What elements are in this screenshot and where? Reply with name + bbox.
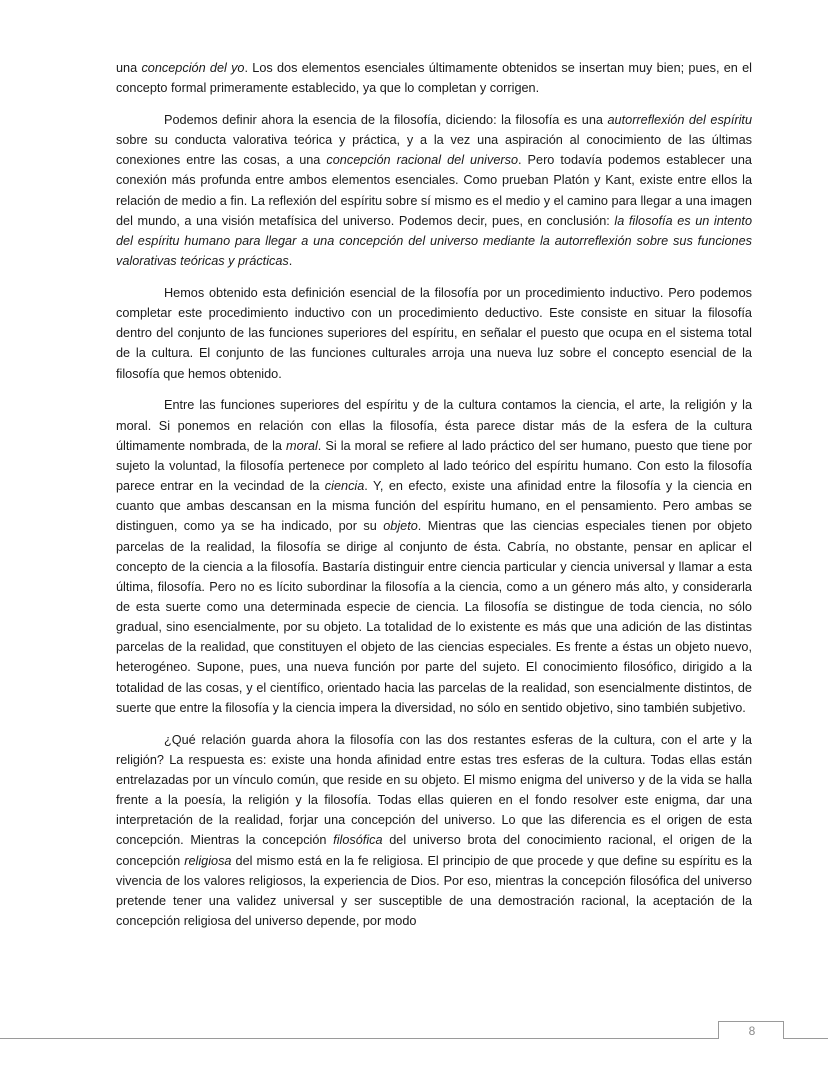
emphasized-text: concepción del yo (141, 61, 245, 75)
text-run: Podemos definir ahora la esencia de la filosofía, diciendo: la filosofía es una (164, 113, 608, 127)
text-run: . Y, en efecto, existe una afinidad entre la filosofía y la ciencia en cuanto que ambas descansan en la misma función del espíritu humano, en el pensamiento. Pero ambas se distinguen, como ya se ha indicado, por su (116, 479, 752, 534)
text-run: Hemos obtenido esta definición esencial de la filosofía por un procedimiento inductivo. Pero podemos completar este procedimiento inductivo con un procedimiento deductivo. Este consiste en situar la filosofía dentro del conjunto de las funciones superiores del espíritu, en señalar el puesto que ocupa en el sistema total de la cultura. El conjunto de las funciones culturales arroja una nueva luz sobre el concepto esencial de la filosofía que hemos obtenido. (116, 285, 752, 381)
text-run: . Mientras que las ciencias especiales tienen por objeto parcelas de la realidad, la filosofía se dirige al conjunto de ésta. Cabría, no obstante, pensar en aplicar el concepto de la ciencia a la filosofía. Bastaría distinguir entre ciencia particular y ciencia universal y llamar a esta última, filosofía. Pero no es lícito subordinar la filosofía a la ciencia, como a un género más alto, y considerarla de esta suerte como una determinada especie de ciencia. La filosofía se distingue de toda ciencia, no sólo gradual, sino esencialmente, por su objeto. La totalidad de lo existente es más que una adición de las distintas parcelas de la realidad, que constituyen el objeto de las ciencias especiales. Es frente a éstas un objeto nuevo, heterogéneo. Supone, pues, una nueva función por parte del sujeto. El conocimiento filosófico, dirigido a la totalidad de las cosas, y el científico, orientado hacia las parcelas de la realidad, son esencialmente distintos, de suerte que entre la filosofía y la ciencia impera la diversidad, no sólo en sentido objetivo, sino también subjetivo. (116, 519, 752, 715)
emphasized-text: moral (286, 438, 318, 453)
paragraph-3 (116, 283, 752, 384)
text-run: . Pero todavía podemos establecer una conexión más profunda entre ambos elementos esenciales. Como prueban Platón y Kant, existe entre ellos la relación de medio a fin. La reflexión del espíritu sobre sí mismo es el medio y el camino para llegar a una imagen del mundo, a una visión metafísica del universo. Podemos decir, pues, en conclusión: (116, 153, 752, 228)
emphasized-text: autorreflexión del espíritu (607, 113, 753, 127)
emphasized-text: la filosofía es un intento del espíritu humano para llegar a una concepción del universo mediante la autorreflexión sobre sus funciones valorativas teóricas y prácticas (116, 213, 753, 269)
emphasized-text: ciencia (324, 479, 365, 494)
text-run: del universo brota del conocimiento racional, el origen de la concepción (116, 833, 752, 868)
emphasized-text: religiosa (184, 853, 232, 868)
text-run: sobre su conducta valorativa teórica y práctica, y a la vez una aspiración al conocimiento de las últimas conexiones entre las cosas, a una (116, 133, 752, 168)
page-number-tab (718, 1021, 784, 1039)
text-run: del mismo está en la fe religiosa. El principio de que procede y que define su espíritu es la vivencia de los valores religiosos, la experiencia de Dios. Por eso, mientras la concepción filosófica del universo pretende tener una validez universal y ser susceptible de una demostración racional, la aceptación de la concepción religiosa del universo depende, por modo (116, 853, 752, 928)
text-run: . Si la moral se refiere al lado práctico del ser humano, puesto que tiene por sujeto la voluntad, la filosofía pertenece por completo al lado teórico del espíritu humano. Con esto la filosofía parece entrar en la vecindad de la (116, 438, 752, 494)
page-footer (0, 1021, 828, 1051)
emphasized-text: concepción racional del universo (326, 153, 518, 168)
document-body (116, 58, 752, 931)
emphasized-text: objeto (383, 519, 418, 534)
text-run: Entre las funciones superiores del espíritu y de la cultura contamos la ciencia, el arte, la religión y la moral. Si ponemos en relación con ellas la filosofía, ésta parece distar más de la esfera de la cultura últimamente nombrada, de la (116, 398, 752, 453)
text-run: ¿Qué relación guarda ahora la filosofía con las dos restantes esferas de la cultura, con el arte y la religión? La respuesta es: existe una honda afinidad entre estas tres esferas de la cultura. Todas ellas están entrelazadas por un vínculo común, que reside en su objeto. El mismo enigma del universo y de la vida se halla frente a la poesía, la religión y la filosofía. Todas ellas quieren en el fondo resolver este enigma, dar una interpretación de la realidad, forjar una concepción del universo. Lo que las diferencia es el origen de esta concepción. Mientras la concepción (116, 732, 752, 848)
paragraph-5 (116, 730, 752, 932)
emphasized-text: filosófica (333, 833, 383, 848)
paragraph-1 (116, 58, 752, 98)
footer-rule (0, 1038, 828, 1039)
text-run: . (288, 254, 293, 269)
text-run: una (116, 61, 142, 75)
text-run: . Los dos elementos esenciales últimamente obtenidos se insertan muy bien; pues, en el concepto formal primeramente establecido, ya que lo completan y corrigen. (116, 61, 752, 96)
page-number: 8 (748, 1024, 756, 1038)
paragraph-4 (116, 395, 752, 718)
paragraph-2 (116, 110, 752, 271)
